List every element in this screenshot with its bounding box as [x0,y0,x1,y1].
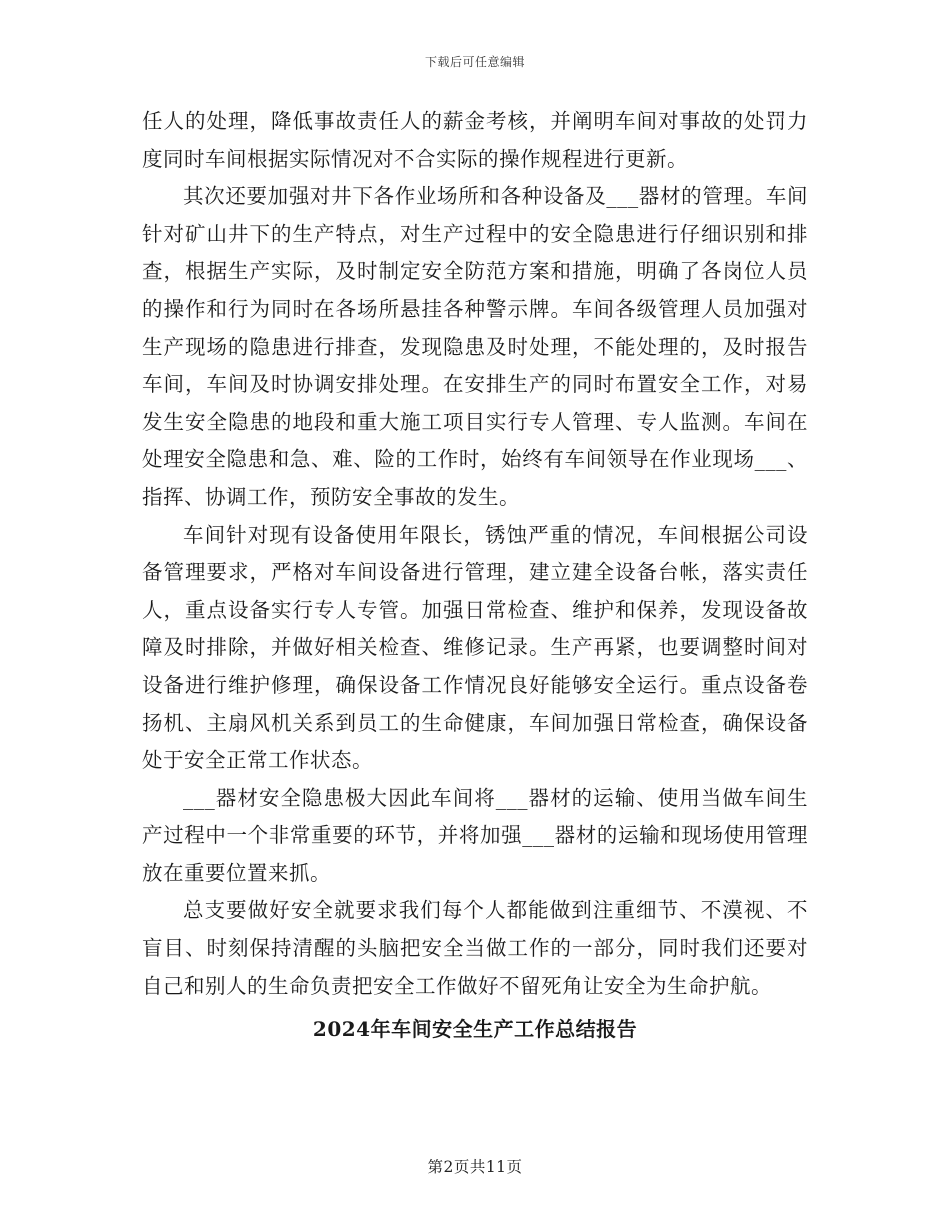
page-indicator: 第2页共11页 [427,1158,523,1176]
paragraph-equipment-maintenance: 车间针对现有设备使用年限长，锈蚀严重的情况，车间根据公司设备管理要求，严格对车间设备进行管理，建立建全设备台帐，落实责任人，重点设备实行专人专管。加强日常检查、维护和保养，发现设备故障及时排除，并做好相关检查、维修记录。生产再紧，也要调整时间对设备进行维护修理，确保设备工作情况良好能够安全运行。重点设备卷扬机、主扇风机关系到员工的生命健康，车间加强日常检查，确保设备处于安全正常工作状态。 [142,522,808,773]
section-title: 2024年车间安全生产工作总结报告 [312,1017,638,1042]
header-note: 下载后可任意编辑 [424,55,525,69]
paragraph-materials-safety: ___器材安全隐患极大因此车间将___器材的运输、使用当做车间生产过程中一个非常重要的环节，并将加强___器材的运输和现场使用管理放在重要位置来抓。 [142,785,808,885]
paragraph-site-equipment-management: 其次还要加强对井下各作业场所和各种设备及___器材的管理。车间针对矿山井下的生产特点，对生产过程中的安全隐患进行仔细识别和排查，根据生产实际，及时制定安全防范方案和措施，明确了各岗位人员的操作和行为同时在各场所悬挂各种警示牌。车间各级管理人员加强对生产现场的隐患进行排查，发现隐患及时处理，不能处理的，及时报告车间，车间及时协调安排处理。在安排生产的同时布置安全工作，对易发生安全隐患的地段和重大施工项目实行专人管理、专人监测。车间在处理安全隐患和急、难、险的工作时，始终有车间领导在作业现场___、指挥、协调工作，预防安全事故的发生。 [142,184,808,509]
paragraph-summary: 总支要做好安全就要求我们每个人都能做到注重细节、不漠视、不盲目、时刻保持清醒的头脑把安全当做工作的一部分，同时我们还要对自己和别人的生命负责把安全工作做好不留死角让安全为生命护航。 [142,898,808,998]
document-body [142,103,808,1049]
paragraph-continuation: 任人的处理，降低事故责任人的薪金考核，并阐明车间对事故的处罚力度同时车间根据实际情况对不合实际的操作规程进行更新。 [142,109,808,171]
